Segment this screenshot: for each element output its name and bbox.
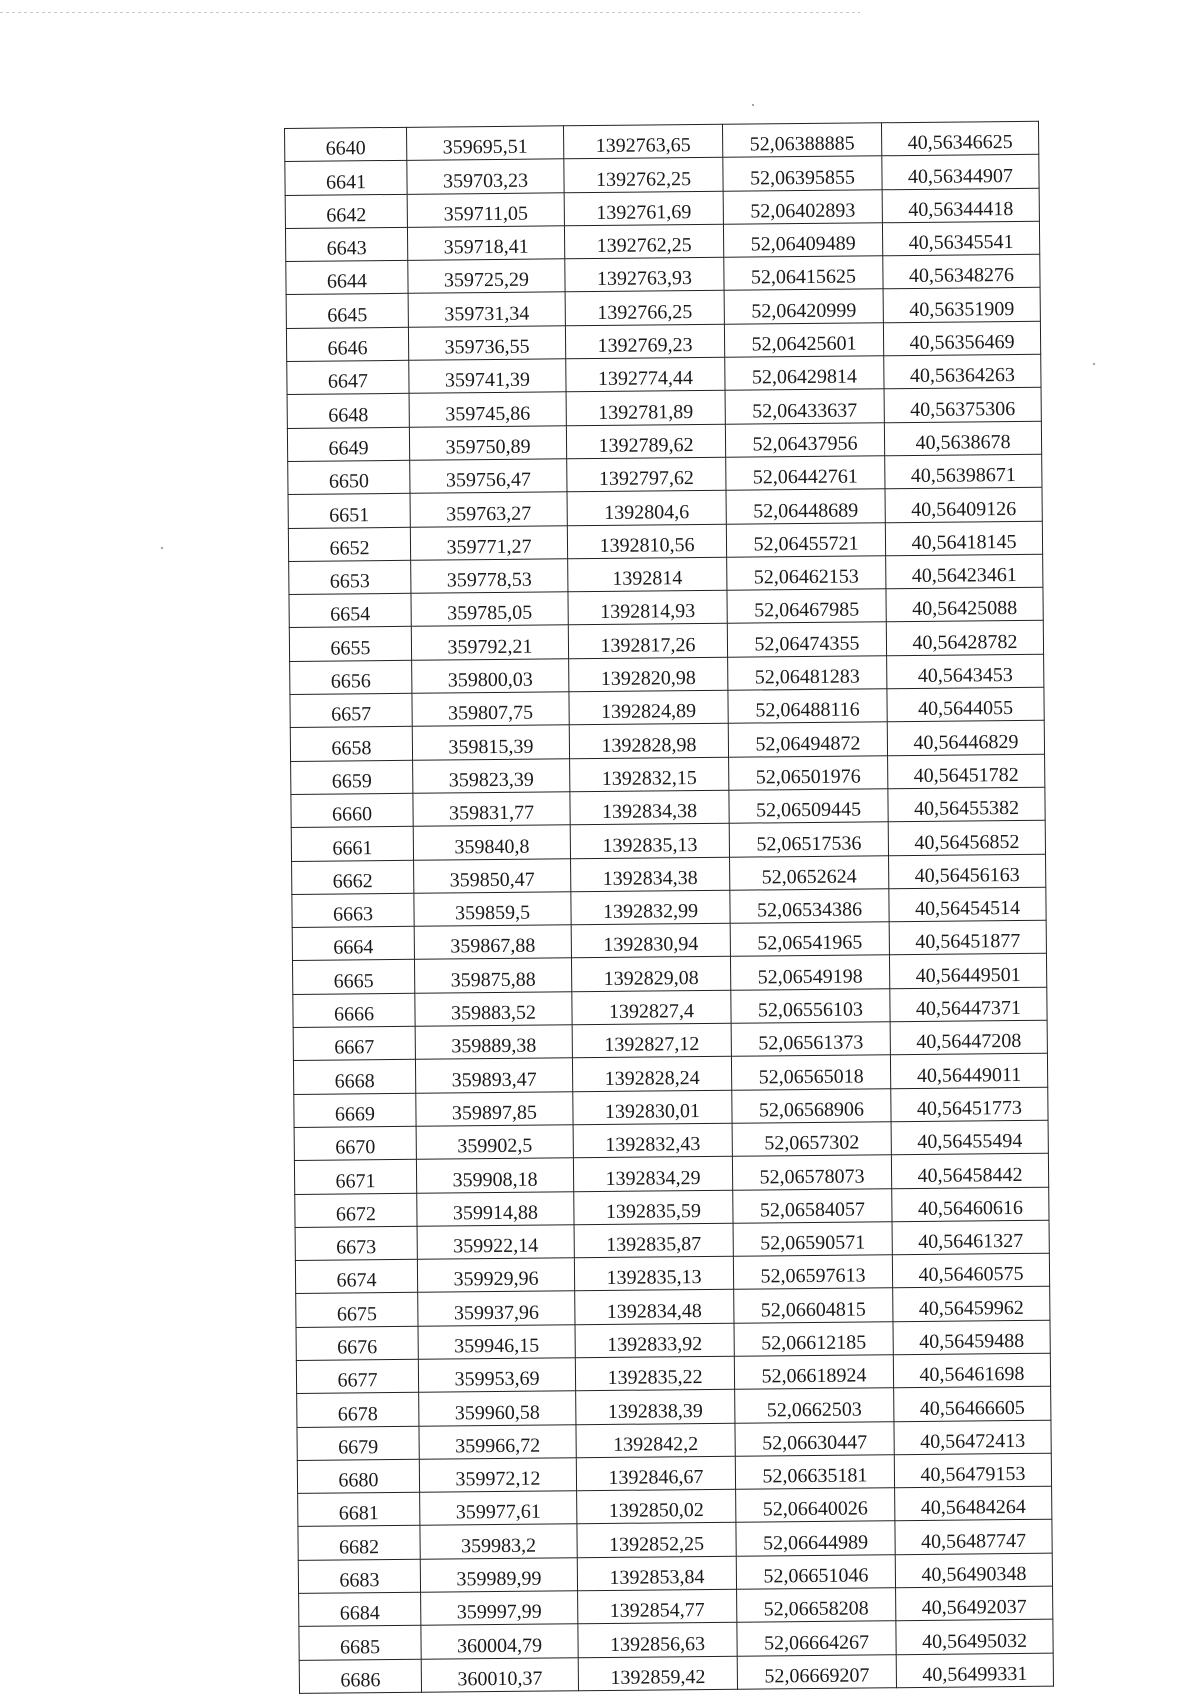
y-coordinate-cell: 1392814: [568, 557, 727, 592]
longitude-cell: 40,56459488: [893, 1320, 1050, 1355]
point-number-cell: 6657: [290, 693, 412, 727]
latitude-cell: 52,06669207: [737, 1654, 896, 1689]
y-coordinate-cell: 1392853,84: [577, 1556, 736, 1591]
latitude-cell: 52,06549198: [730, 955, 889, 990]
longitude-cell: 40,56455494: [891, 1120, 1048, 1155]
y-coordinate-cell: 1392852,25: [577, 1523, 736, 1558]
y-coordinate-cell: 1392834,29: [573, 1156, 732, 1191]
longitude-cell: 40,56398671: [885, 454, 1042, 489]
latitude-cell: 52,06640026: [736, 1488, 895, 1523]
x-coordinate-cell: 359703,23: [407, 159, 564, 194]
y-coordinate-cell: 1392842,2: [576, 1423, 735, 1458]
latitude-cell: 52,06433637: [725, 389, 884, 424]
x-coordinate-cell: 359875,88: [414, 958, 571, 993]
point-number-cell: 6653: [289, 560, 411, 594]
longitude-cell: 40,56375306: [884, 388, 1041, 423]
point-number-cell: 6664: [292, 926, 414, 960]
longitude-cell: 40,56459962: [893, 1287, 1050, 1322]
y-coordinate-cell: 1392827,4: [572, 990, 731, 1025]
longitude-cell: 40,56351909: [883, 288, 1040, 323]
latitude-cell: 52,06556103: [731, 988, 890, 1023]
longitude-cell: 40,56484264: [895, 1486, 1052, 1521]
point-number-cell: 6685: [299, 1626, 421, 1660]
point-number-cell: 6647: [287, 360, 409, 394]
latitude-cell: 52,06635181: [735, 1455, 894, 1490]
point-number-cell: 6669: [294, 1093, 416, 1127]
point-number-cell: 6679: [297, 1426, 419, 1460]
point-number-cell: 6666: [293, 993, 415, 1027]
latitude-cell: 52,06644989: [736, 1521, 895, 1556]
latitude-cell: 52,06501976: [729, 755, 888, 790]
longitude-cell: 40,56499331: [896, 1653, 1053, 1688]
longitude-cell: 40,56461698: [893, 1353, 1050, 1388]
point-number-cell: 6670: [294, 1126, 416, 1160]
x-coordinate-cell: 359914,88: [417, 1191, 574, 1226]
x-coordinate-cell: 359977,61: [420, 1491, 577, 1526]
point-number-cell: 6681: [298, 1492, 420, 1526]
longitude-cell: 40,56418145: [885, 521, 1042, 556]
longitude-cell: 40,56428782: [886, 621, 1043, 656]
y-coordinate-cell: 1392859,42: [578, 1656, 737, 1691]
point-number-cell: 6651: [288, 494, 410, 528]
latitude-cell: 52,06420999: [724, 289, 883, 324]
point-number-cell: 6645: [286, 294, 408, 328]
latitude-cell: 52,06561373: [731, 1022, 890, 1057]
latitude-cell: 52,06388885: [722, 123, 881, 158]
y-coordinate-cell: 1392832,99: [571, 890, 730, 925]
latitude-cell: 52,06597613: [733, 1255, 892, 1290]
y-coordinate-cell: 1392763,65: [563, 124, 722, 159]
x-coordinate-cell: 359807,75: [412, 692, 569, 727]
y-coordinate-cell: 1392774,44: [566, 357, 725, 392]
y-coordinate-cell: 1392835,87: [574, 1223, 733, 1258]
y-coordinate-cell: 1392820,98: [569, 657, 728, 692]
longitude-cell: 40,56456852: [888, 820, 1045, 855]
y-coordinate-cell: 1392850,02: [577, 1489, 736, 1524]
longitude-cell: 40,56364263: [884, 354, 1041, 389]
latitude-cell: 52,0657302: [732, 1122, 891, 1157]
point-number-cell: 6663: [292, 893, 414, 927]
latitude-cell: 52,06584057: [733, 1188, 892, 1223]
point-number-cell: 6644: [286, 261, 408, 295]
x-coordinate-cell: 359966,72: [419, 1424, 576, 1459]
y-coordinate-cell: 1392781,89: [566, 391, 725, 426]
latitude-cell: 52,06488116: [728, 689, 887, 724]
latitude-cell: 52,0652624: [730, 855, 889, 890]
latitude-cell: 52,06534386: [730, 889, 889, 924]
y-coordinate-cell: 1392817,26: [568, 624, 727, 659]
longitude-cell: 40,56449501: [889, 954, 1046, 989]
latitude-cell: 52,06448689: [726, 489, 885, 524]
y-coordinate-cell: 1392769,23: [565, 324, 724, 359]
x-coordinate-cell: 359736,55: [408, 326, 565, 361]
y-coordinate-cell: 1392834,38: [570, 790, 729, 825]
latitude-cell: 52,06409489: [723, 223, 882, 258]
y-coordinate-cell: 1392834,38: [571, 857, 730, 892]
x-coordinate-cell: 359908,18: [416, 1158, 573, 1193]
longitude-cell: 40,56472413: [894, 1420, 1051, 1455]
point-number-cell: 6659: [291, 760, 413, 794]
x-coordinate-cell: 360004,79: [421, 1624, 578, 1659]
latitude-cell: 52,06425601: [724, 323, 883, 358]
latitude-cell: 52,06651046: [736, 1554, 895, 1589]
y-coordinate-cell: 1392789,62: [566, 424, 725, 459]
point-number-cell: 6676: [296, 1326, 418, 1360]
point-number-cell: 6683: [298, 1559, 420, 1593]
x-coordinate-cell: 359897,85: [416, 1091, 573, 1126]
longitude-cell: 40,56456163: [889, 854, 1046, 889]
x-coordinate-cell: 359815,39: [412, 725, 569, 760]
point-number-cell: 6656: [290, 660, 412, 694]
latitude-cell: 52,06509445: [729, 789, 888, 824]
y-coordinate-cell: 1392828,24: [572, 1057, 731, 1092]
x-coordinate-cell: 359745,86: [409, 392, 566, 427]
x-coordinate-cell: 359831,77: [413, 792, 570, 827]
x-coordinate-cell: 359960,58: [419, 1391, 576, 1426]
latitude-cell: 52,06481283: [728, 655, 887, 690]
longitude-cell: 40,5638678: [884, 421, 1041, 456]
point-number-cell: 6686: [299, 1659, 421, 1693]
longitude-cell: 40,56451782: [888, 754, 1045, 789]
latitude-cell: 52,06442761: [726, 456, 885, 491]
latitude-cell: 52,06517536: [729, 822, 888, 857]
y-coordinate-cell: 1392832,15: [570, 757, 729, 792]
point-number-cell: 6668: [293, 1060, 415, 1094]
point-number-cell: 6649: [287, 427, 409, 461]
y-coordinate-cell: 1392846,67: [576, 1456, 735, 1491]
x-coordinate-cell: 359972,12: [419, 1458, 576, 1493]
latitude-cell: 52,06604815: [734, 1288, 893, 1323]
x-coordinate-cell: 359778,53: [411, 559, 568, 594]
y-coordinate-cell: 1392804,6: [567, 491, 726, 526]
y-coordinate-cell: 1392761,69: [564, 191, 723, 226]
longitude-cell: 40,56425088: [886, 587, 1043, 622]
y-coordinate-cell: 1392834,48: [575, 1290, 734, 1325]
y-coordinate-cell: 1392828,98: [569, 724, 728, 759]
longitude-cell: 40,56460575: [892, 1253, 1049, 1288]
y-coordinate-cell: 1392814,93: [568, 590, 727, 625]
longitude-cell: 40,56451773: [891, 1087, 1048, 1122]
point-number-cell: 6661: [291, 827, 413, 861]
point-number-cell: 6665: [292, 960, 414, 994]
scan-speck: [1093, 363, 1095, 365]
point-number-cell: 6680: [297, 1459, 419, 1493]
latitude-cell: 52,06630447: [735, 1421, 894, 1456]
latitude-cell: 52,06664267: [737, 1621, 896, 1656]
x-coordinate-cell: 359756,47: [410, 459, 567, 494]
longitude-cell: 40,56344907: [882, 155, 1039, 190]
latitude-cell: 52,06612185: [734, 1321, 893, 1356]
latitude-cell: 52,06658208: [737, 1588, 896, 1623]
latitude-cell: 52,06568906: [732, 1088, 891, 1123]
coordinates-table-body: [285, 121, 1054, 1693]
point-number-cell: 6650: [288, 460, 410, 494]
x-coordinate-cell: 359889,38: [415, 1025, 572, 1060]
latitude-cell: 52,06474355: [727, 622, 886, 657]
latitude-cell: 52,06494872: [728, 722, 887, 757]
latitude-cell: 52,06590571: [733, 1222, 892, 1257]
point-number-cell: 6671: [294, 1159, 416, 1193]
x-coordinate-cell: 359718,41: [407, 226, 564, 261]
point-number-cell: 6642: [285, 194, 407, 228]
point-number-cell: 6654: [289, 593, 411, 627]
latitude-cell: 52,06437956: [725, 422, 884, 457]
y-coordinate-cell: 1392835,13: [570, 823, 729, 858]
point-number-cell: 6678: [297, 1393, 419, 1427]
x-coordinate-cell: 359792,21: [411, 625, 568, 660]
x-coordinate-cell: 360010,37: [421, 1657, 578, 1692]
longitude-cell: 40,56479153: [894, 1453, 1051, 1488]
point-number-cell: 6682: [298, 1526, 420, 1560]
longitude-cell: 40,56447371: [890, 987, 1047, 1022]
x-coordinate-cell: 359922,14: [417, 1225, 574, 1260]
longitude-cell: 40,56492037: [896, 1586, 1053, 1621]
y-coordinate-cell: 1392854,77: [578, 1589, 737, 1624]
x-coordinate-cell: 359902,5: [416, 1125, 573, 1160]
latitude-cell: 52,06415625: [724, 256, 883, 291]
longitude-cell: 40,56455382: [888, 787, 1045, 822]
longitude-cell: 40,56345541: [882, 221, 1039, 256]
x-coordinate-cell: 359695,51: [406, 126, 563, 161]
longitude-cell: 40,56460616: [892, 1187, 1049, 1222]
x-coordinate-cell: 359823,39: [413, 758, 570, 793]
longitude-cell: 40,56487747: [895, 1520, 1052, 1555]
x-coordinate-cell: 359997,99: [421, 1591, 578, 1626]
x-coordinate-cell: 359859,5: [414, 892, 571, 927]
longitude-cell: 40,56356469: [883, 321, 1040, 356]
x-coordinate-cell: 359983,2: [420, 1524, 577, 1559]
longitude-cell: 40,56447208: [890, 1020, 1047, 1055]
y-coordinate-cell: 1392762,25: [564, 224, 723, 259]
latitude-cell: 52,06541965: [730, 922, 889, 957]
table-row: [299, 1653, 1053, 1694]
coordinates-table: [284, 121, 1054, 1694]
x-coordinate-cell: 359946,15: [418, 1324, 575, 1359]
scan-speck: [161, 547, 163, 549]
point-number-cell: 6655: [289, 627, 411, 661]
y-coordinate-cell: 1392827,12: [572, 1023, 731, 1058]
y-coordinate-cell: 1392829,08: [571, 957, 730, 992]
y-coordinate-cell: 1392763,93: [565, 257, 724, 292]
x-coordinate-cell: 359725,29: [408, 259, 565, 294]
x-coordinate-cell: 359883,52: [415, 991, 572, 1026]
longitude-cell: 40,56446829: [887, 721, 1044, 756]
x-coordinate-cell: 359937,96: [418, 1291, 575, 1326]
x-coordinate-cell: 359731,34: [408, 292, 565, 327]
x-coordinate-cell: 359741,39: [409, 359, 566, 394]
y-coordinate-cell: 1392797,62: [567, 457, 726, 492]
point-number-cell: 6648: [287, 394, 409, 428]
point-number-cell: 6675: [296, 1293, 418, 1327]
x-coordinate-cell: 359840,8: [413, 825, 570, 860]
point-number-cell: 6643: [285, 227, 407, 261]
point-number-cell: 6662: [292, 860, 414, 894]
latitude-cell: 52,06462153: [727, 556, 886, 591]
latitude-cell: 52,06455721: [726, 522, 885, 557]
x-coordinate-cell: 359893,47: [415, 1058, 572, 1093]
latitude-cell: 52,06402893: [723, 189, 882, 224]
longitude-cell: 40,56346625: [881, 121, 1038, 156]
y-coordinate-cell: 1392832,43: [573, 1123, 732, 1158]
latitude-cell: 52,0662503: [735, 1388, 894, 1423]
longitude-cell: 40,56449011: [890, 1054, 1047, 1089]
latitude-cell: 52,06395855: [723, 156, 882, 191]
longitude-cell: 40,56458442: [891, 1153, 1048, 1188]
y-coordinate-cell: 1392810,56: [567, 524, 726, 559]
scan-edge-artifact: [0, 12, 860, 13]
y-coordinate-cell: 1392835,13: [574, 1256, 733, 1291]
y-coordinate-cell: 1392833,92: [575, 1323, 734, 1358]
y-coordinate-cell: 1392835,22: [575, 1356, 734, 1391]
point-number-cell: 6641: [285, 161, 407, 195]
x-coordinate-cell: 359953,69: [418, 1358, 575, 1393]
x-coordinate-cell: 359785,05: [411, 592, 568, 627]
coordinates-table-wrapper: [284, 121, 1054, 1694]
longitude-cell: 40,5644055: [887, 687, 1044, 722]
y-coordinate-cell: 1392835,59: [574, 1190, 733, 1225]
y-coordinate-cell: 1392856,63: [578, 1623, 737, 1658]
scan-speck: [752, 104, 754, 106]
longitude-cell: 40,56495032: [896, 1620, 1053, 1655]
point-number-cell: 6674: [295, 1259, 417, 1293]
point-number-cell: 6672: [295, 1193, 417, 1227]
longitude-cell: 40,5643453: [887, 654, 1044, 689]
x-coordinate-cell: 359771,27: [410, 525, 567, 560]
point-number-cell: 6667: [293, 1026, 415, 1060]
longitude-cell: 40,56423461: [886, 554, 1043, 589]
latitude-cell: 52,06429814: [725, 356, 884, 391]
x-coordinate-cell: 359929,96: [417, 1258, 574, 1293]
longitude-cell: 40,56344418: [882, 188, 1039, 223]
x-coordinate-cell: 359763,27: [410, 492, 567, 527]
point-number-cell: 6640: [285, 127, 407, 161]
point-number-cell: 6658: [290, 727, 412, 761]
longitude-cell: 40,56461327: [892, 1220, 1049, 1255]
longitude-cell: 40,56466605: [894, 1386, 1051, 1421]
point-number-cell: 6652: [288, 527, 410, 561]
y-coordinate-cell: 1392838,39: [576, 1390, 735, 1425]
x-coordinate-cell: 359867,88: [414, 925, 571, 960]
latitude-cell: 52,06565018: [731, 1055, 890, 1090]
longitude-cell: 40,56451877: [889, 920, 1046, 955]
x-coordinate-cell: 359850,47: [414, 858, 571, 893]
y-coordinate-cell: 1392824,89: [569, 690, 728, 725]
point-number-cell: 6673: [295, 1226, 417, 1260]
x-coordinate-cell: 359711,05: [407, 192, 564, 227]
y-coordinate-cell: 1392830,94: [571, 923, 730, 958]
latitude-cell: 52,06578073: [732, 1155, 891, 1190]
latitude-cell: 52,06467985: [727, 589, 886, 624]
longitude-cell: 40,56409126: [885, 488, 1042, 523]
x-coordinate-cell: 359800,03: [412, 659, 569, 694]
point-number-cell: 6660: [291, 793, 413, 827]
longitude-cell: 40,56348276: [883, 254, 1040, 289]
latitude-cell: 52,06618924: [734, 1355, 893, 1390]
x-coordinate-cell: 359750,89: [409, 425, 566, 460]
y-coordinate-cell: 1392762,25: [564, 158, 723, 193]
point-number-cell: 6677: [296, 1359, 418, 1393]
point-number-cell: 6684: [299, 1592, 421, 1626]
longitude-cell: 40,56454514: [889, 887, 1046, 922]
point-number-cell: 6646: [286, 327, 408, 361]
longitude-cell: 40,56490348: [895, 1553, 1052, 1588]
y-coordinate-cell: 1392830,01: [573, 1090, 732, 1125]
y-coordinate-cell: 1392766,25: [565, 291, 724, 326]
x-coordinate-cell: 359989,99: [420, 1558, 577, 1593]
